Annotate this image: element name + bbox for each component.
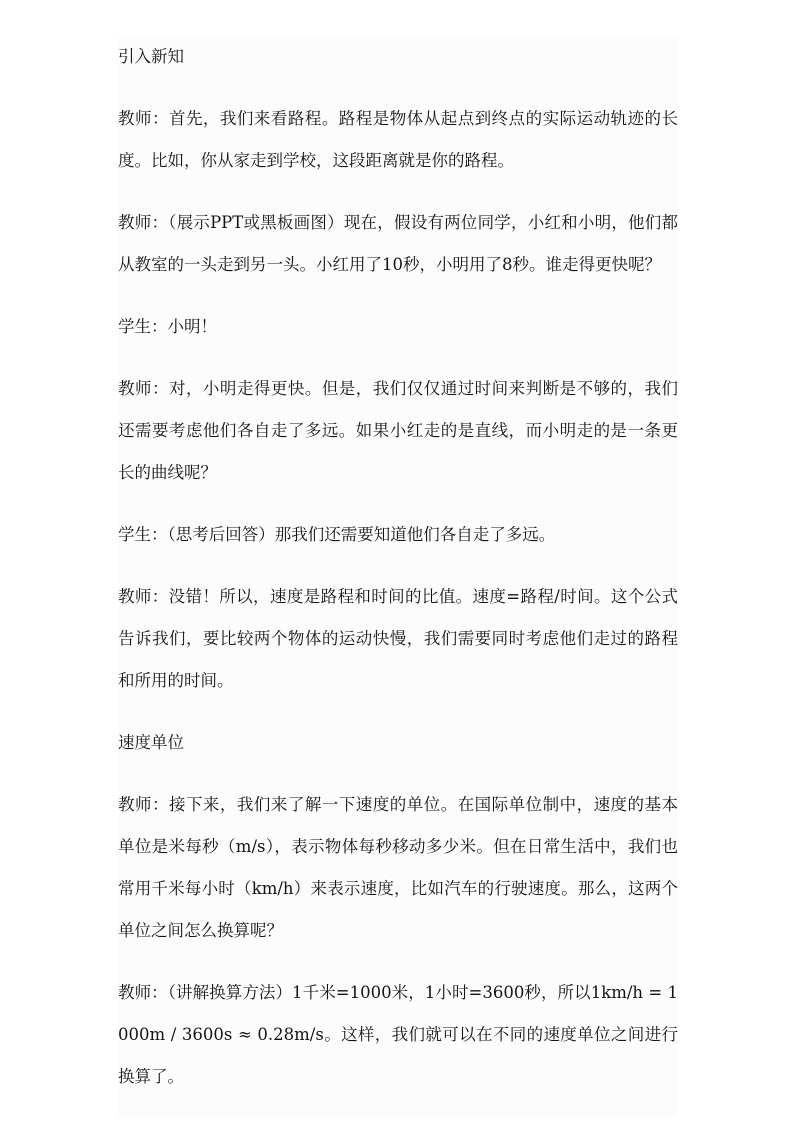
paragraph-teacher-units: 教师：接下来，我们来了解一下速度的单位。在国际单位制中，速度的基本单位是米每秒（m/s），表示物体每秒移动多少米。但在日常生活中，我们也常用千米每小时（km/h）来表示速度，比如汽车的行驶速度。那么，这两个单位之间怎么换算呢？ (118, 795, 678, 940)
section-title-intro: 引入新知 (118, 47, 184, 66)
paragraph-student-answer: 学生：小明！ (118, 317, 217, 336)
section-title-speed-units: 速度单位 (118, 733, 184, 752)
paragraph-teacher-conversion: 教师：（讲解换算方法）1千米=1000米，1小时=3600秒，所以1km/h = 1000m / 3600s ≈ 0.28m/s。这样，我们就可以在不同的速度单位之间进行换算了。 (118, 983, 678, 1086)
paragraph-teacher-speed-definition: 教师：没错！所以，速度是路程和时间的比值。速度=路程/时间。这个公式告诉我们，要比较两个物体的运动快慢，我们需要同时考虑他们走过的路程和所用的时间。 (118, 587, 678, 690)
paragraph-student-think: 学生：（思考后回答）那我们还需要知道他们各自走了多远。 (118, 525, 556, 544)
document-body (118, 36, 678, 1118)
paragraph-teacher-distance: 教师：首先，我们来看路程。路程是物体从起点到终点的实际运动轨迹的长度。比如，你从家走到学校，这段距离就是你的路程。 (118, 109, 678, 170)
paragraph-teacher-followup: 教师：对，小明走得更快。但是，我们仅仅通过时间来判断是不够的，我们还需要考虑他们各自走了多远。如果小红走的是直线，而小明走的是一条更长的曲线呢？ (118, 379, 678, 482)
paragraph-teacher-example: 教师：（展示PPT或黑板画图）现在，假设有两位同学，小红和小明，他们都从教室的一头走到另一头。小红用了10秒，小明用了8秒。谁走得更快呢？ (118, 213, 678, 274)
